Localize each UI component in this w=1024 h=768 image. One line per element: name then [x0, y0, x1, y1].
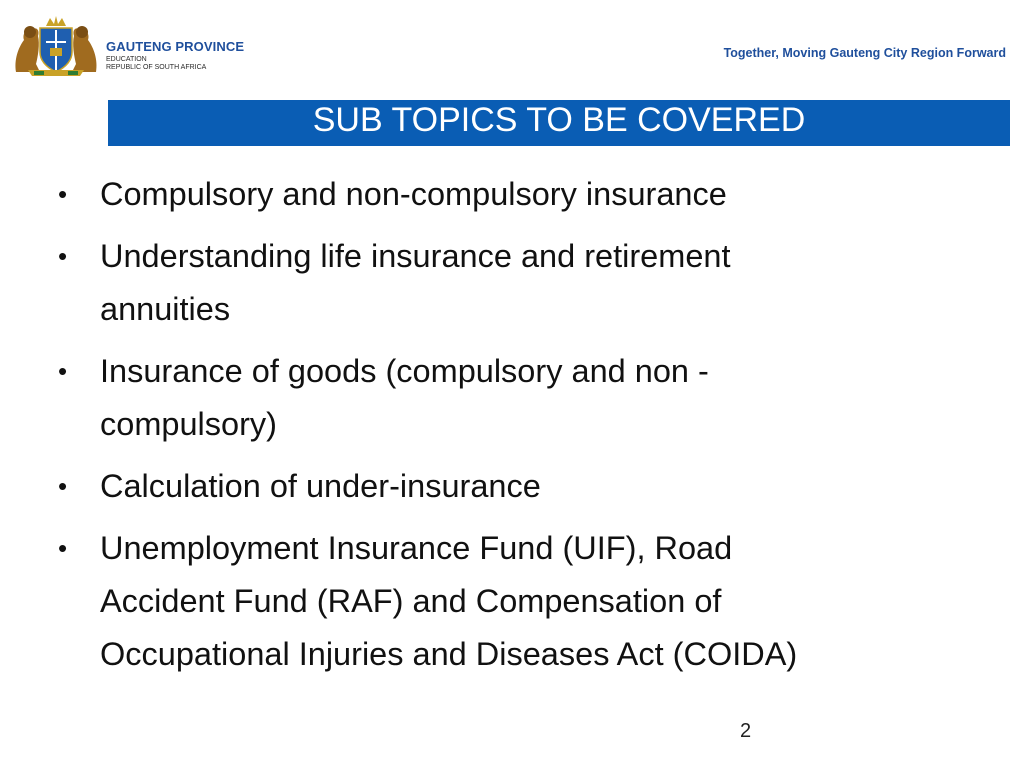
bullet-dot-icon: •: [58, 241, 68, 271]
bullet-list: [58, 168, 988, 690]
coat-of-arms-logo: [10, 12, 102, 78]
org-name: GAUTENG PROVINCE: [106, 39, 245, 54]
bullet-dot-icon: •: [58, 356, 68, 386]
bullet-item: [58, 460, 988, 513]
bullet-text: Insurance of goods (compulsory and non -: [100, 353, 709, 389]
bullet-item: [58, 230, 988, 336]
org-department: EDUCATION: [106, 56, 147, 63]
bullet-item: [58, 168, 988, 221]
page-number: 2: [740, 720, 752, 742]
bullet-dot-icon: •: [58, 179, 68, 209]
bullet-text: Compulsory and non-compulsory insurance: [100, 176, 727, 212]
bullet-item: [58, 522, 988, 681]
org-block: [106, 40, 244, 71]
bullet-item: [58, 345, 988, 451]
bullet-text: Occupational Injuries and Diseases Act (COIDA): [100, 636, 798, 672]
bullet-text: Accident Fund (RAF) and Compensation of: [100, 583, 722, 619]
bullet-text: Calculation of under-insurance: [100, 468, 541, 504]
title-bar: [108, 100, 1010, 146]
org-country: REPUBLIC OF SOUTH AFRICA: [106, 64, 207, 71]
bullet-dot-icon: •: [58, 533, 68, 563]
bullet-dot-icon: •: [58, 471, 68, 501]
tagline: Together, Moving Gauteng City Region Forward: [723, 46, 1006, 60]
bullet-text: annuities: [100, 291, 231, 327]
bullet-text: compulsory): [100, 406, 277, 442]
slide-title: SUB TOPICS TO BE COVERED: [312, 101, 806, 139]
bullet-text: Unemployment Insurance Fund (UIF), Road: [100, 530, 733, 566]
bullet-text: Understanding life insurance and retirement: [100, 238, 731, 274]
